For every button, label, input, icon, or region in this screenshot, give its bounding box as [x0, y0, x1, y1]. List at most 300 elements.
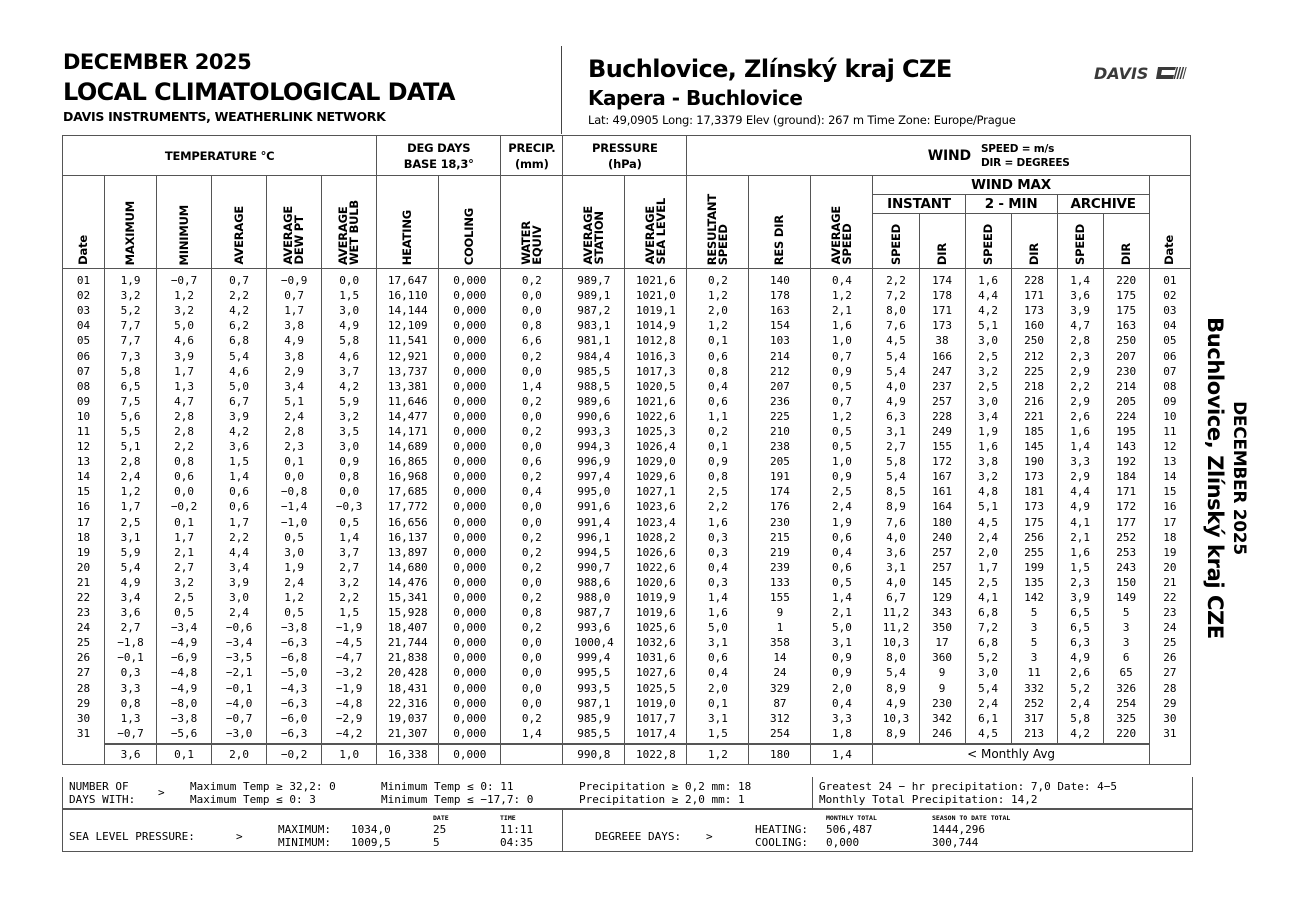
cell-min-temp: −0,2 — [157, 499, 212, 514]
cell-2min-speed: 1,6 — [965, 439, 1011, 454]
cell-max-temp: 5,4 — [105, 560, 157, 575]
cell-date: 19 — [63, 545, 105, 560]
cell-max-temp: 2,4 — [105, 469, 157, 484]
cell-max-temp: 2,7 — [105, 620, 157, 635]
cell-min-temp: −6,9 — [157, 650, 212, 665]
cell-date-right: 29 — [1149, 696, 1190, 711]
cell-min-temp: 0,0 — [157, 484, 212, 499]
cell-instant-speed: 7,6 — [873, 515, 919, 530]
cell-max-temp: 7,7 — [105, 318, 157, 333]
cell-avg-station: 988,0 — [563, 590, 625, 605]
cell-instant-speed: 8,0 — [873, 303, 919, 318]
cell-2min-speed: 2,5 — [965, 575, 1011, 590]
dd-cooling-month: 0,000 — [826, 836, 860, 849]
cell-wet-bulb: 4,2 — [322, 379, 377, 394]
col-max-temp: MAXIMUM — [105, 176, 157, 269]
cell-dew-pt: 3,8 — [267, 318, 322, 333]
cell-wet-bulb: −4,7 — [322, 650, 377, 665]
table-row — [63, 484, 1191, 499]
cell-2min-dir: 256 — [1011, 530, 1057, 545]
cell-instant-dir: 360 — [919, 650, 965, 665]
col-avg-speed: AVERAGE SPEED — [811, 176, 873, 269]
cell-archive-dir: 172 — [1103, 499, 1149, 514]
cell-date-right: 24 — [1149, 620, 1190, 635]
cell-2min-dir: 145 — [1011, 439, 1057, 454]
cell-res-dir: 133 — [749, 575, 811, 590]
days-with-label-2: DAYS WITH: — [69, 793, 136, 806]
cell-2min-dir: 11 — [1011, 665, 1057, 680]
cell-heating: 16,656 — [377, 515, 439, 530]
cell-avg-temp: −4,0 — [212, 696, 267, 711]
cell-archive-speed: 2,9 — [1057, 394, 1103, 409]
cell-water-equiv: 1,4 — [501, 726, 563, 744]
col-2min-speed: SPEED — [965, 214, 1011, 269]
cell-avg-station: 993,5 — [563, 681, 625, 696]
cell-2min-dir: 5 — [1011, 635, 1057, 650]
cell-avg-sea-level: 1019,1 — [625, 303, 687, 318]
avg-cell: 0,000 — [439, 744, 501, 765]
cell-min-temp: −0,7 — [157, 269, 212, 289]
cell-avg-temp: 2,2 — [212, 530, 267, 545]
avg-cell: 180 — [749, 744, 811, 765]
cell-avg-station: 994,5 — [563, 545, 625, 560]
cell-cooling: 0,000 — [439, 560, 501, 575]
group-deg-days — [377, 136, 501, 176]
cell-avg-temp: 4,2 — [212, 303, 267, 318]
cell-archive-dir: 3 — [1103, 635, 1149, 650]
divider — [812, 777, 813, 808]
cell-2min-speed: 3,0 — [965, 394, 1011, 409]
cell-avg-temp: 5,0 — [212, 379, 267, 394]
cell-wet-bulb: 0,0 — [322, 484, 377, 499]
precip-ge-20: Precipitation ≥ 2,0 mm: 1 — [579, 793, 745, 806]
cell-min-temp: 3,2 — [157, 575, 212, 590]
cell-avg-temp: 3,9 — [212, 409, 267, 424]
cell-max-temp: 5,6 — [105, 409, 157, 424]
cell-avg-temp: −0,7 — [212, 711, 267, 726]
group-precip — [501, 136, 563, 176]
cell-avg-sea-level: 1027,1 — [625, 484, 687, 499]
cell-avg-station: 985,5 — [563, 726, 625, 744]
cell-archive-dir: 230 — [1103, 364, 1149, 379]
cell-avg-station: 987,1 — [563, 696, 625, 711]
cell-instant-dir: 155 — [919, 439, 965, 454]
group-wind — [687, 136, 1191, 176]
cell-avg-station: 989,1 — [563, 288, 625, 303]
cell-archive-dir: 175 — [1103, 288, 1149, 303]
cell-avg-sea-level: 1014,9 — [625, 318, 687, 333]
cell-avg-station: 987,2 — [563, 303, 625, 318]
cell-resultant-speed: 1,6 — [687, 515, 749, 530]
cell-dew-pt: 0,5 — [267, 605, 322, 620]
cell-water-equiv: 0,0 — [501, 665, 563, 680]
table-row — [63, 318, 1191, 333]
cell-min-temp: 1,7 — [157, 530, 212, 545]
cell-max-temp: 0,3 — [105, 665, 157, 680]
cell-instant-speed: 5,4 — [873, 348, 919, 363]
cell-2min-speed: 3,2 — [965, 469, 1011, 484]
cell-res-dir: 225 — [749, 409, 811, 424]
cell-date-right: 25 — [1149, 635, 1190, 650]
cell-date-right: 13 — [1149, 454, 1190, 469]
cell-archive-speed: 3,6 — [1057, 288, 1103, 303]
col-date-right: Date — [1149, 176, 1190, 269]
col-wet-bulb: AVERAGE WET BULB — [322, 176, 377, 269]
cell-dew-pt: −6,3 — [267, 726, 322, 744]
cell-archive-speed: 4,4 — [1057, 484, 1103, 499]
cell-avg-speed: 0,5 — [811, 379, 873, 394]
cell-avg-sea-level: 1026,6 — [625, 545, 687, 560]
cell-date: 09 — [63, 394, 105, 409]
cell-max-temp: −1,8 — [105, 635, 157, 650]
cell-date: 08 — [63, 379, 105, 394]
cell-cooling: 0,000 — [439, 318, 501, 333]
cell-instant-speed: 5,8 — [873, 454, 919, 469]
cell-instant-speed: 10,3 — [873, 711, 919, 726]
cell-instant-dir: 257 — [919, 545, 965, 560]
cell-archive-speed: 4,1 — [1057, 515, 1103, 530]
cell-avg-sea-level: 1032,6 — [625, 635, 687, 650]
cell-date-right: 20 — [1149, 560, 1190, 575]
cell-date-right: 01 — [1149, 269, 1190, 289]
cell-water-equiv: 0,0 — [501, 303, 563, 318]
cell-wet-bulb: −0,3 — [322, 499, 377, 514]
cell-avg-speed: 2,1 — [811, 303, 873, 318]
cell-avg-temp: 4,6 — [212, 364, 267, 379]
cell-min-temp: 0,8 — [157, 454, 212, 469]
cell-archive-dir: 220 — [1103, 726, 1149, 744]
cell-max-temp: 7,7 — [105, 333, 157, 348]
cell-heating: 21,744 — [377, 635, 439, 650]
cell-2min-dir: 135 — [1011, 575, 1057, 590]
days-with-summary — [62, 777, 1193, 809]
cell-res-dir: 191 — [749, 469, 811, 484]
cell-avg-sea-level: 1029,6 — [625, 469, 687, 484]
cell-date-right: 11 — [1149, 424, 1190, 439]
cell-avg-sea-level: 1020,5 — [625, 379, 687, 394]
days-with-arrow: > — [158, 786, 165, 799]
cell-max-temp: −0,7 — [105, 726, 157, 744]
cell-avg-speed: 0,4 — [811, 696, 873, 711]
cell-water-equiv: 0,0 — [501, 515, 563, 530]
table-row — [63, 515, 1191, 530]
cell-wet-bulb: 3,5 — [322, 424, 377, 439]
cell-date-right: 04 — [1149, 318, 1190, 333]
cell-resultant-speed: 1,5 — [687, 726, 749, 744]
cell-heating: 14,477 — [377, 409, 439, 424]
cell-2min-speed: 1,6 — [965, 269, 1011, 289]
cell-2min-dir: 185 — [1011, 424, 1057, 439]
cell-avg-speed: 2,4 — [811, 499, 873, 514]
slp-max-time: 11:11 — [500, 823, 534, 836]
cell-2min-speed: 1,7 — [965, 560, 1011, 575]
cell-water-equiv: 0,0 — [501, 288, 563, 303]
cell-2min-dir: 213 — [1011, 726, 1057, 744]
cell-heating: 20,428 — [377, 665, 439, 680]
cell-resultant-speed: 0,2 — [687, 424, 749, 439]
cell-date: 04 — [63, 318, 105, 333]
cell-water-equiv: 1,4 — [501, 379, 563, 394]
cell-date: 03 — [63, 303, 105, 318]
cell-instant-dir: 350 — [919, 620, 965, 635]
cell-wet-bulb: 1,5 — [322, 288, 377, 303]
side-month: DECEMBER 2025 — [1229, 401, 1249, 555]
cell-dew-pt: −3,8 — [267, 620, 322, 635]
cell-max-temp: 2,5 — [105, 515, 157, 530]
report-title: LOCAL CLIMATOLOGICAL DATA — [63, 78, 455, 106]
cell-max-temp: 3,6 — [105, 605, 157, 620]
cell-heating: 15,341 — [377, 590, 439, 605]
cell-archive-dir: 325 — [1103, 711, 1149, 726]
cell-2min-speed: 5,2 — [965, 650, 1011, 665]
cell-min-temp: 4,6 — [157, 333, 212, 348]
cell-archive-speed: 4,2 — [1057, 726, 1103, 744]
group-wind-max: WIND MAX — [873, 176, 1149, 195]
cell-date-right: 15 — [1149, 484, 1190, 499]
cell-dew-pt: 2,3 — [267, 439, 322, 454]
slp-min-time: 04:35 — [500, 836, 534, 849]
cell-dew-pt: 0,1 — [267, 454, 322, 469]
cell-resultant-speed: 0,4 — [687, 560, 749, 575]
col-heating: HEATING — [377, 176, 439, 269]
cell-avg-speed: 0,7 — [811, 394, 873, 409]
table-row — [63, 394, 1191, 409]
cell-min-temp: 0,6 — [157, 469, 212, 484]
table-row — [63, 560, 1191, 575]
cell-instant-speed: 5,4 — [873, 665, 919, 680]
group-instant: INSTANT — [873, 195, 965, 214]
cell-avg-sea-level: 1022,6 — [625, 560, 687, 575]
cell-date-right: 31 — [1149, 726, 1190, 744]
cell-avg-sea-level: 1020,6 — [625, 575, 687, 590]
avg-cell: 990,8 — [563, 744, 625, 765]
cell-cooling: 0,000 — [439, 333, 501, 348]
cell-water-equiv: 0,8 — [501, 318, 563, 333]
cell-res-dir: 205 — [749, 454, 811, 469]
cell-dew-pt: −1,0 — [267, 515, 322, 530]
cell-avg-speed: 1,0 — [811, 454, 873, 469]
cell-water-equiv: 0,0 — [501, 650, 563, 665]
cell-max-temp: 1,3 — [105, 711, 157, 726]
wind-speed-unit: SPEED = m/s — [980, 142, 1055, 155]
cell-resultant-speed: 1,6 — [687, 605, 749, 620]
cell-avg-speed: 1,0 — [811, 333, 873, 348]
cell-avg-station: 995,0 — [563, 484, 625, 499]
cell-instant-dir: 249 — [919, 424, 965, 439]
table-row — [63, 303, 1191, 318]
cell-resultant-speed: 0,3 — [687, 530, 749, 545]
cell-date-right: 12 — [1149, 439, 1190, 454]
table-row — [63, 469, 1191, 484]
cell-instant-dir: 237 — [919, 379, 965, 394]
col-cooling: COOLING — [439, 176, 501, 269]
cell-2min-dir: 228 — [1011, 269, 1057, 289]
cell-archive-speed: 1,5 — [1057, 560, 1103, 575]
cell-resultant-speed: 2,0 — [687, 303, 749, 318]
cell-res-dir: 329 — [749, 681, 811, 696]
cell-max-temp: 5,1 — [105, 439, 157, 454]
cell-avg-temp: 6,8 — [212, 333, 267, 348]
cell-avg-temp: −0,6 — [212, 620, 267, 635]
cell-avg-speed: 1,2 — [811, 288, 873, 303]
cell-wet-bulb: 4,9 — [322, 318, 377, 333]
cell-water-equiv: 0,2 — [501, 590, 563, 605]
cell-min-temp: −4,8 — [157, 665, 212, 680]
cell-avg-speed: 0,9 — [811, 469, 873, 484]
cell-2min-dir: 218 — [1011, 379, 1057, 394]
cell-2min-dir: 160 — [1011, 318, 1057, 333]
cell-avg-sea-level: 1021,6 — [625, 394, 687, 409]
cell-avg-speed: 5,0 — [811, 620, 873, 635]
precip-label: PRECIP. — [508, 140, 556, 155]
cell-avg-station: 993,6 — [563, 620, 625, 635]
cell-cooling: 0,000 — [439, 469, 501, 484]
cell-min-temp: 1,2 — [157, 288, 212, 303]
cell-instant-speed: 10,3 — [873, 635, 919, 650]
cell-avg-speed: 0,9 — [811, 364, 873, 379]
station-name: Kapera - Buchlovice — [588, 86, 803, 110]
cell-res-dir: 103 — [749, 333, 811, 348]
cell-resultant-speed: 0,4 — [687, 665, 749, 680]
cell-max-temp: 7,3 — [105, 348, 157, 363]
cell-wet-bulb: 3,7 — [322, 364, 377, 379]
cell-2min-dir: 5 — [1011, 605, 1057, 620]
cell-avg-speed: 1,9 — [811, 515, 873, 530]
cell-date-right: 02 — [1149, 288, 1190, 303]
davis-logo — [1094, 62, 1194, 84]
cell-archive-dir: 326 — [1103, 681, 1149, 696]
cell-avg-station: 994,3 — [563, 439, 625, 454]
cell-avg-speed: 0,6 — [811, 560, 873, 575]
cell-heating: 17,647 — [377, 269, 439, 289]
cell-avg-speed: 0,5 — [811, 439, 873, 454]
cell-avg-station: 981,1 — [563, 333, 625, 348]
cell-2min-dir: 250 — [1011, 333, 1057, 348]
cell-avg-sea-level: 1027,6 — [625, 665, 687, 680]
cell-res-dir: 14 — [749, 650, 811, 665]
cell-2min-speed: 5,1 — [965, 499, 1011, 514]
cell-2min-speed: 1,9 — [965, 424, 1011, 439]
cell-min-temp: −3,8 — [157, 711, 212, 726]
precip-unit: (mm) — [514, 156, 549, 171]
cell-min-temp: 1,3 — [157, 379, 212, 394]
cell-archive-dir: 184 — [1103, 469, 1149, 484]
cell-instant-dir: 230 — [919, 696, 965, 711]
cell-min-temp: −4,9 — [157, 635, 212, 650]
cell-resultant-speed: 0,1 — [687, 696, 749, 711]
slp-time-header: TIME — [500, 814, 516, 822]
cell-wet-bulb: 3,2 — [322, 409, 377, 424]
cell-archive-speed: 2,6 — [1057, 409, 1103, 424]
table-row — [63, 620, 1191, 635]
cell-resultant-speed: 3,1 — [687, 711, 749, 726]
cell-heating: 13,897 — [377, 545, 439, 560]
cell-instant-dir: 240 — [919, 530, 965, 545]
cell-dew-pt: 1,9 — [267, 560, 322, 575]
cell-max-temp: 5,2 — [105, 303, 157, 318]
cell-date: 10 — [63, 409, 105, 424]
cell-archive-speed: 1,6 — [1057, 424, 1103, 439]
table-row — [63, 681, 1191, 696]
table-row — [63, 288, 1191, 303]
cell-res-dir: 154 — [749, 318, 811, 333]
slp-max-date: 25 — [433, 823, 447, 836]
cell-instant-dir: 167 — [919, 469, 965, 484]
cell-cooling: 0,000 — [439, 575, 501, 590]
cell-2min-speed: 2,5 — [965, 379, 1011, 394]
slp-min-value: 1009,5 — [351, 836, 391, 849]
cell-2min-speed: 5,1 — [965, 318, 1011, 333]
cell-min-temp: 0,1 — [157, 515, 212, 530]
table-row — [63, 726, 1191, 744]
table-row — [63, 499, 1191, 514]
cell-dew-pt: 2,4 — [267, 409, 322, 424]
cell-instant-speed: 6,3 — [873, 409, 919, 424]
cell-date: 07 — [63, 364, 105, 379]
cell-avg-sea-level: 1019,9 — [625, 590, 687, 605]
cell-water-equiv: 0,0 — [501, 439, 563, 454]
cell-date: 05 — [63, 333, 105, 348]
cell-instant-dir: 178 — [919, 288, 965, 303]
cell-wet-bulb: 2,7 — [322, 560, 377, 575]
table-row — [63, 650, 1191, 665]
sea-level-arrow: > — [236, 830, 243, 843]
table-row — [63, 590, 1191, 605]
cell-2min-dir: 173 — [1011, 499, 1057, 514]
cell-date: 24 — [63, 620, 105, 635]
pressure-unit: (hPa) — [608, 156, 642, 171]
cell-2min-dir: 171 — [1011, 288, 1057, 303]
cell-instant-speed: 11,2 — [873, 620, 919, 635]
cell-2min-speed: 4,5 — [965, 515, 1011, 530]
cell-water-equiv: 0,2 — [501, 545, 563, 560]
cell-2min-dir: 216 — [1011, 394, 1057, 409]
cell-avg-station: 1000,4 — [563, 635, 625, 650]
cell-res-dir: 219 — [749, 545, 811, 560]
cell-heating: 16,865 — [377, 454, 439, 469]
cell-res-dir: 215 — [749, 530, 811, 545]
cell-wet-bulb: 5,8 — [322, 333, 377, 348]
cell-date-right: 18 — [1149, 530, 1190, 545]
cell-dew-pt: 3,0 — [267, 545, 322, 560]
cell-instant-speed: 4,0 — [873, 379, 919, 394]
cell-instant-speed: 3,1 — [873, 560, 919, 575]
cell-instant-dir: 171 — [919, 303, 965, 318]
cell-heating: 21,307 — [377, 726, 439, 744]
dd-heating-season: 1444,296 — [932, 823, 985, 836]
cell-avg-station: 990,7 — [563, 560, 625, 575]
cell-avg-temp: 3,0 — [212, 590, 267, 605]
cell-heating: 11,541 — [377, 333, 439, 348]
cell-avg-speed: 1,8 — [811, 726, 873, 744]
cell-cooling: 0,000 — [439, 348, 501, 363]
avg-cell: 2,0 — [212, 744, 267, 765]
avg-cell: −0,2 — [267, 744, 322, 765]
cell-avg-temp: −3,4 — [212, 635, 267, 650]
cell-resultant-speed: 0,6 — [687, 348, 749, 363]
cell-date: 01 — [63, 269, 105, 289]
cell-dew-pt: 1,2 — [267, 590, 322, 605]
cell-res-dir: 174 — [749, 484, 811, 499]
cell-dew-pt: 0,5 — [267, 530, 322, 545]
cell-avg-temp: 2,4 — [212, 605, 267, 620]
cell-date-right: 09 — [1149, 394, 1190, 409]
cell-instant-dir: 145 — [919, 575, 965, 590]
cell-instant-dir: 9 — [919, 665, 965, 680]
cell-min-temp: −3,4 — [157, 620, 212, 635]
cell-2min-speed: 2,4 — [965, 530, 1011, 545]
cell-wet-bulb: −4,5 — [322, 635, 377, 650]
